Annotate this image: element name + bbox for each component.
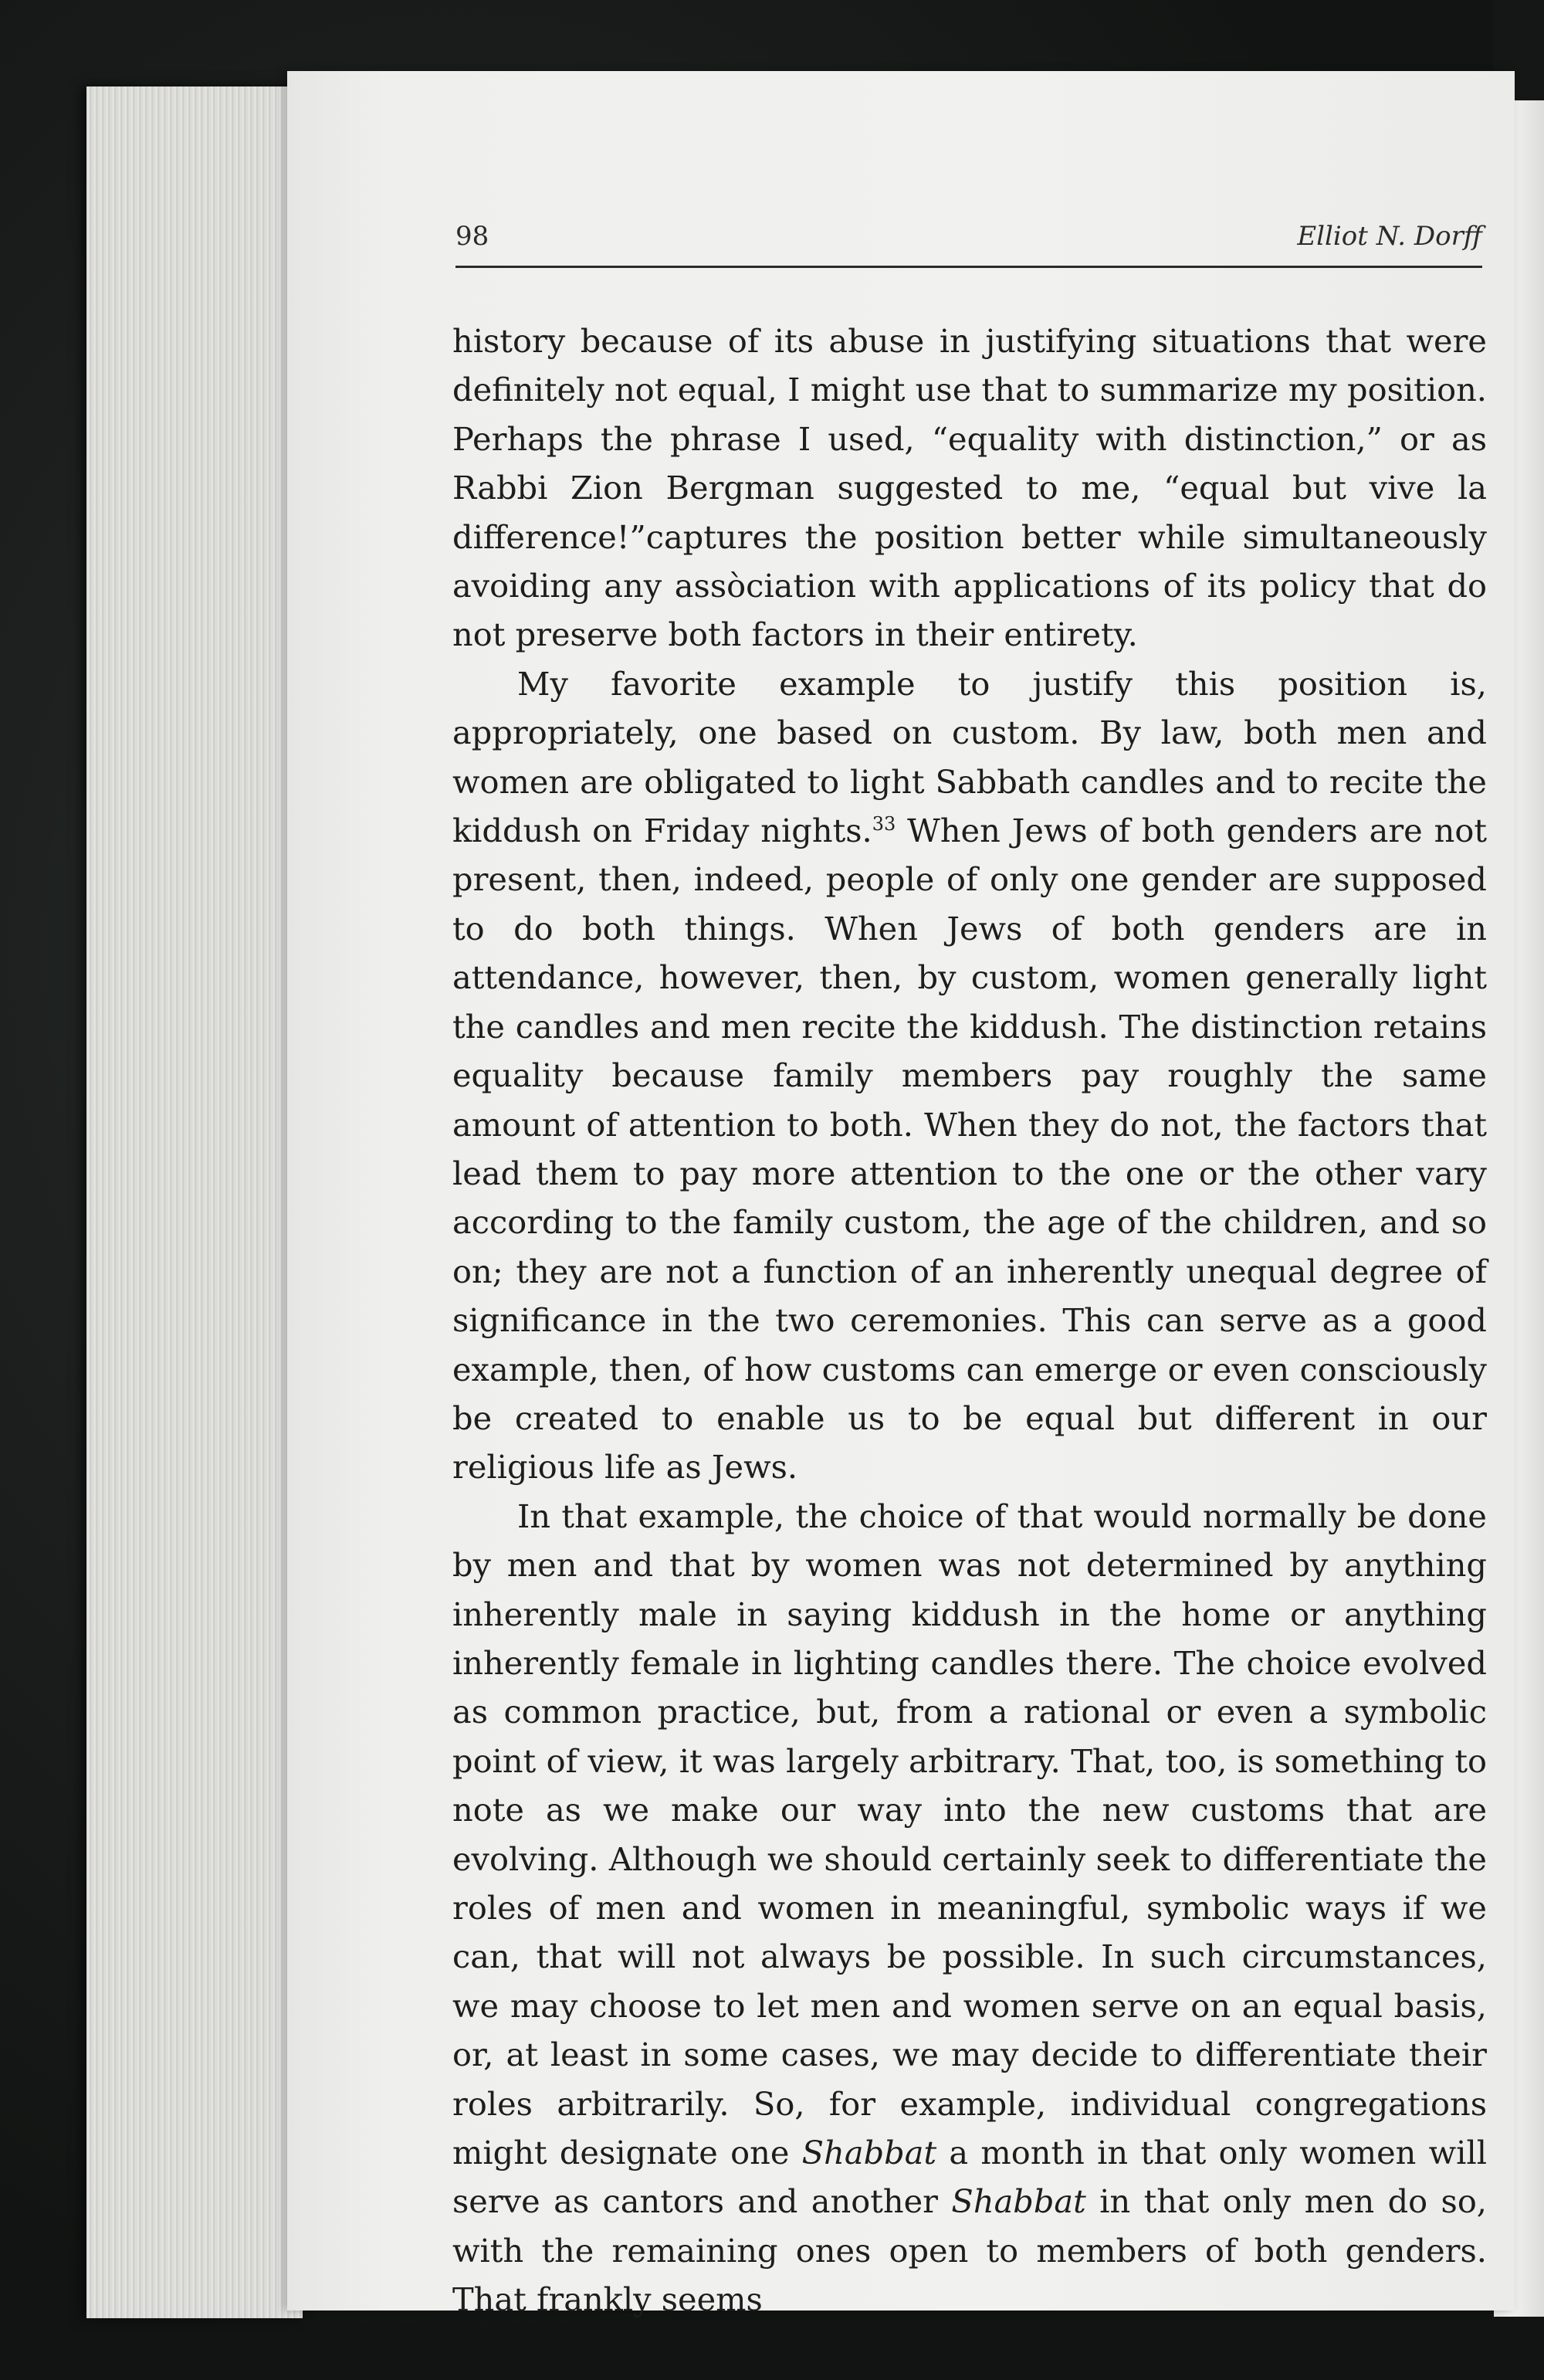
paragraph-3-text-c: in that only men do so, with the remaining ones open to members of both genders. That frankly seems bbox=[452, 2182, 1488, 2319]
body-text bbox=[452, 317, 1487, 2324]
footnote-ref-33: 33 bbox=[872, 813, 896, 836]
paragraph-3-text-b: a month in that only women will serve as cantors and another bbox=[452, 2134, 1487, 2221]
paragraph-3 bbox=[452, 1492, 1487, 2324]
running-head-author: Elliot N. Dorff bbox=[1297, 221, 1482, 252]
paragraph-3-italic-shabbat-1: Shabbat bbox=[801, 2134, 937, 2172]
paragraph-2 bbox=[452, 659, 1487, 1492]
stacked-page-edges bbox=[86, 86, 303, 2318]
paragraph-2-text-a: My favorite example to justify this position is, appropriately, one based on custom. By law, both men and women are obligated to light Sabbath candles and to recite the kiddush on Friday nights. bbox=[452, 664, 1487, 850]
page-number: 98 bbox=[455, 221, 489, 252]
paragraph-2-text-b: When Jews of both genders are not present, then, indeed, people of only one gender are supposed to do both things. When Jews of both genders are in attendance, however, then, by custom, women generally light the candles and men recite the kiddush. The distinction retains equality because family members pay roughly the same amount of attention to both. When they do not, the factors that lead them to pay more attention to the one or the other vary according to the family custom, the age of the children, and so on; they are not a function of an inherently unequal degree of significance in the two ceremonies. This can serve as a good example, then, of how customs can emerge or even consciously be created to enable us to be equal but different in our religious life as Jews. bbox=[452, 812, 1487, 1487]
paragraph-3-text-a: In that example, the choice of that would normally be done by men and that by women was not determined by anything inherently male in saying kiddush in the home or anything inherently female in lighting candles there. The choice evolved as common practice, but, from a rational or even a symbolic point of view, it was largely arbitrary. That, too, is something to note as we make our way into the new customs that are evolving. Although we should certainly seek to differentiate the roles of men and women in meaningful, symbolic ways if we can, that will not always be possible. In such circumstances, we may choose to let men and women serve on an equal basis, or, at least in some cases, we may decide to differentiate their roles arbitrarily. So, for example, individual congregations might designate one bbox=[452, 1497, 1487, 2172]
paragraph-3-italic-shabbat-2: Shabbat bbox=[951, 2182, 1086, 2221]
paragraph-1: history because of its abuse in justifying situations that were definitely not equal, I might use that to summarize my position. Perhaps the phrase I used, “equality with distinction,” or as Rabbi Zion Bergman suggested to me, “equal but vive la difference!”captures the position better while simultaneously avoiding any assòciation with applications of its policy that do not preserve both factors in their entirety. bbox=[452, 322, 1487, 654]
page-header bbox=[455, 218, 1482, 268]
